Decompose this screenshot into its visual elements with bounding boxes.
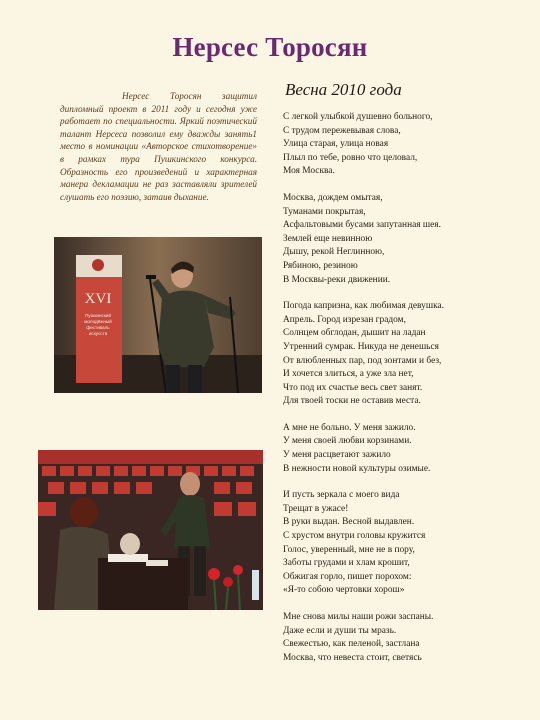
poem-line: Утренний сумрак. Никуда не денешься xyxy=(283,341,439,352)
poem-line: Апрель. Город изрезан градом, xyxy=(283,314,406,325)
poem-line: Дышу, рекой Неглинною, xyxy=(283,247,385,258)
poem-line: Для твоей тоски не оставив места. xyxy=(283,396,421,407)
poem-line: Моя Москва. xyxy=(283,166,335,177)
poem-line: Землей еще невинною xyxy=(283,233,373,244)
poem-line: С трудом пережевывая слова, xyxy=(283,125,401,136)
poem-line: У меня своей любви корзинами. xyxy=(283,436,412,447)
poem-line: Что под их счастье весь свет занят. xyxy=(283,382,423,393)
poem-line: Даже если и души ты мразь. xyxy=(283,625,397,636)
poem-line: Погода капризна, как любимая девушка. xyxy=(283,301,444,312)
banner-line: фестиваль xyxy=(86,325,110,330)
poem-line: Заботы грудами и хлам крошит, xyxy=(283,558,410,569)
banner-line: молодёжный xyxy=(84,319,112,324)
poem-line: Мне снова милы наши рожи заспаны. xyxy=(283,612,434,622)
poem-line: А мне не больно. У меня зажило. xyxy=(283,422,416,433)
poem-line: Трещат в ужасе! xyxy=(283,503,349,514)
banner-text: XVI xyxy=(84,291,112,307)
photo-poet-reading-on-stage xyxy=(54,237,262,393)
poem-line: Улица старая, улица новая xyxy=(283,139,389,150)
poem-line: С хрустом внутри головы кружится xyxy=(283,531,426,542)
poem-stanza xyxy=(283,192,523,287)
banner-line: искусств xyxy=(88,331,108,336)
poem-line: В руки выдан. Весной выдавлен. xyxy=(283,517,415,528)
poem-line: Плыл по тебе, ровно что целовал, xyxy=(283,152,418,163)
poem-line: В нежности новой культуры озимые. xyxy=(283,463,431,474)
poem-stanza xyxy=(283,300,523,409)
poem-line: Москва, что невеста стоит, светясь xyxy=(283,652,422,663)
poem-stanza xyxy=(283,111,523,179)
poem-line: С легкой улыбкой душевно больного, xyxy=(283,112,433,122)
poem-line: Рябиною, резиною xyxy=(283,260,358,271)
poem-line: Москва, дождем омытая, xyxy=(283,192,383,203)
poem-stanza xyxy=(283,422,523,476)
bio-paragraph: Нерсес Торосян защитил дипломный проект в 2011 году и сегодня уже работает по специальности. Яркий поэтический талант Нерсеса позволил ему дважды занять1 место в номинации «Авторское стихотворение» в рамках тура Пушкинского конкурса. Образность его произведений и характерная манера декламации не раз заставляли зрителей слушать его поэзию, затаив дыхание. xyxy=(60,91,257,202)
photo-audience-hall xyxy=(38,450,263,610)
poem-line: И пусть зеркала с моего вида xyxy=(283,490,400,501)
poem-line: Солнцем обглодан, дышит на ладан xyxy=(283,328,426,339)
page-title: Нерсес Торосян xyxy=(172,32,368,62)
poem-line: «Я-то собою чертовки хорош» xyxy=(283,585,405,596)
poem-text xyxy=(283,111,523,678)
poem-title: Весна 2010 года xyxy=(285,80,402,99)
poem-line: От влюбленных пар, под зонтами и без, xyxy=(283,355,442,366)
banner-line: Пушкинский xyxy=(85,313,111,318)
poem-line: Голос, уверенный, мне не в пору, xyxy=(283,544,415,555)
poem-line: Туманами покрытая, xyxy=(283,206,366,217)
poem-stanza xyxy=(283,611,523,665)
poem-line: У меня расцветают зажило xyxy=(283,450,391,461)
poem-line: В Москвы-реки движении. xyxy=(283,274,391,285)
poem-stanza xyxy=(283,489,523,598)
poem-line: Свежестью, как пеленой, застлана xyxy=(283,639,420,650)
poem-line: И хочется злиться, а уже зла нет, xyxy=(283,369,414,380)
poem-line: Асфальтовыми бусами запутанная шея. xyxy=(283,220,441,231)
poem-line: Обжигая горло, пишет порохом: xyxy=(283,571,412,582)
